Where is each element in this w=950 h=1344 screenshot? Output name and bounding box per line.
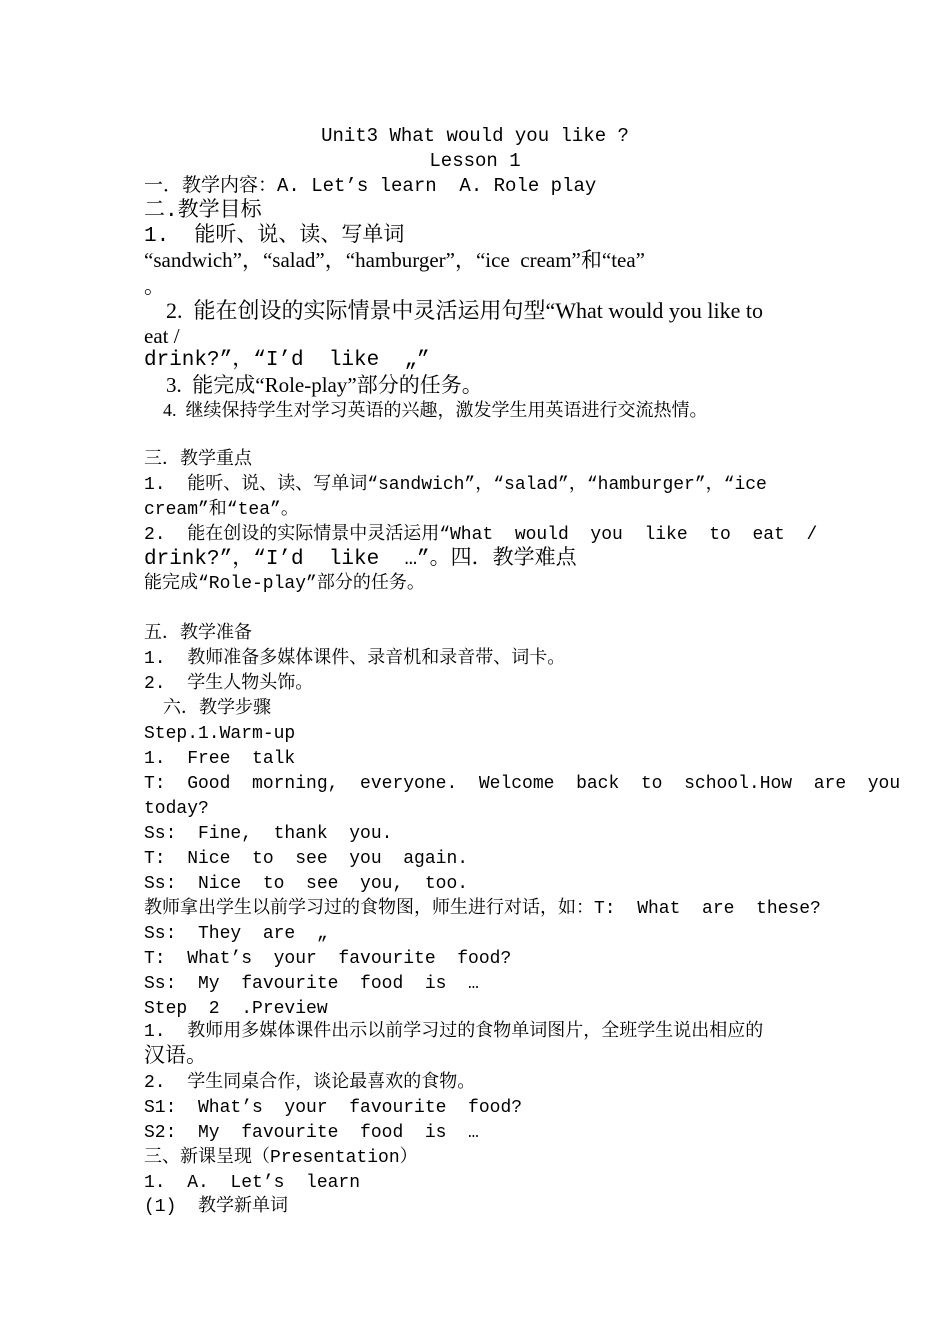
key-2: 2. 能在创设的实际情景中灵活运用“What would you like to eat / bbox=[144, 525, 818, 545]
dialog-line: Ss: They are „ bbox=[144, 924, 328, 944]
goal-1: 1. 能听、说、读、写单词 bbox=[144, 225, 405, 248]
dialog-line: S2: My favourite food is … bbox=[144, 1123, 479, 1143]
step-2-heading: Step 2 .Preview bbox=[144, 999, 328, 1019]
dialog-line: Ss: Nice to see you, too. bbox=[144, 874, 469, 894]
goal-1-end: 。 bbox=[144, 274, 165, 298]
goal-2-end: drink?”，“I’d like „” bbox=[144, 349, 430, 372]
dialog-line: T: Nice to see you again. bbox=[144, 849, 469, 869]
section-3-heading: 三．教学重点 bbox=[144, 450, 252, 470]
difficulty-text: 能完成“Role-play”部分的任务。 bbox=[144, 574, 425, 594]
teach-new-words: (1) 教学新单词 bbox=[144, 1197, 289, 1217]
goal-1-words: “sandwich”，“salad”，“hamburger”，“ice cream”和“tea” bbox=[144, 248, 645, 272]
goal-2-cont: eat / bbox=[144, 324, 180, 348]
prep-2: 2. 学生人物头饰。 bbox=[144, 674, 314, 694]
goal-4: 4. 继续保持学生对学习英语的兴趣，激发学生用英语进行交流热情。 bbox=[163, 400, 708, 420]
section-2-heading: 二.教学目标 bbox=[144, 200, 262, 223]
preview-2: 2. 学生同桌合作，谈论最喜欢的食物。 bbox=[144, 1073, 476, 1093]
dialog-line: S1: What’s your favourite food? bbox=[144, 1098, 523, 1118]
dialog-line: today? bbox=[144, 799, 209, 819]
section-5-heading: 五．教学准备 bbox=[144, 624, 252, 644]
dialog-line: Ss: My favourite food is … bbox=[144, 974, 479, 994]
step-1-heading: Step.1.Warm-up bbox=[144, 724, 296, 744]
section-1-content: 一．教学内容：A. Let’s learn A. Role play bbox=[144, 175, 597, 197]
lesson-label: Lesson 1 bbox=[429, 150, 521, 172]
lets-learn-item: 1. A. Let’s learn bbox=[144, 1173, 361, 1193]
dialog-line: T: Good morning, everyone. Welcome back to school.How are you bbox=[144, 774, 901, 794]
dialog-line: Ss: Fine, thank you. bbox=[144, 824, 393, 844]
section-6-heading: 六．教学步骤 bbox=[163, 699, 271, 719]
prep-1: 1. 教师准备多媒体课件、录音机和录音带、词卡。 bbox=[144, 649, 566, 669]
key-1-cont: cream”和“tea”。 bbox=[144, 500, 299, 520]
goal-3: 3. 能完成“Role-play”部分的任务。 bbox=[166, 373, 483, 397]
teacher-instruction: 教师拿出学生以前学习过的食物图，师生进行对话，如：T: What are these? bbox=[144, 899, 821, 919]
presentation-heading: 三、新课呈现（Presentation） bbox=[144, 1148, 418, 1168]
goal-2: 2. 能在创设的实际情景中灵活运用句型“What would you like to bbox=[166, 298, 764, 323]
key-2-cont: drink?”，“I’d like …”。四．教学难点 bbox=[144, 548, 577, 571]
doc-title: Unit3 What would you like ? bbox=[321, 125, 629, 147]
free-talk: 1. Free talk bbox=[144, 749, 296, 769]
dialog-line: T: What’s your favourite food? bbox=[144, 949, 512, 969]
preview-1-cont: 汉语。 bbox=[144, 1046, 207, 1069]
preview-1: 1. 教师用多媒体课件出示以前学习过的食物单词图片，全班学生说出相应的 bbox=[144, 1022, 764, 1042]
key-1: 1. 能听、说、读、写单词“sandwich”，“salad”，“hamburger”，“ice bbox=[144, 475, 767, 495]
